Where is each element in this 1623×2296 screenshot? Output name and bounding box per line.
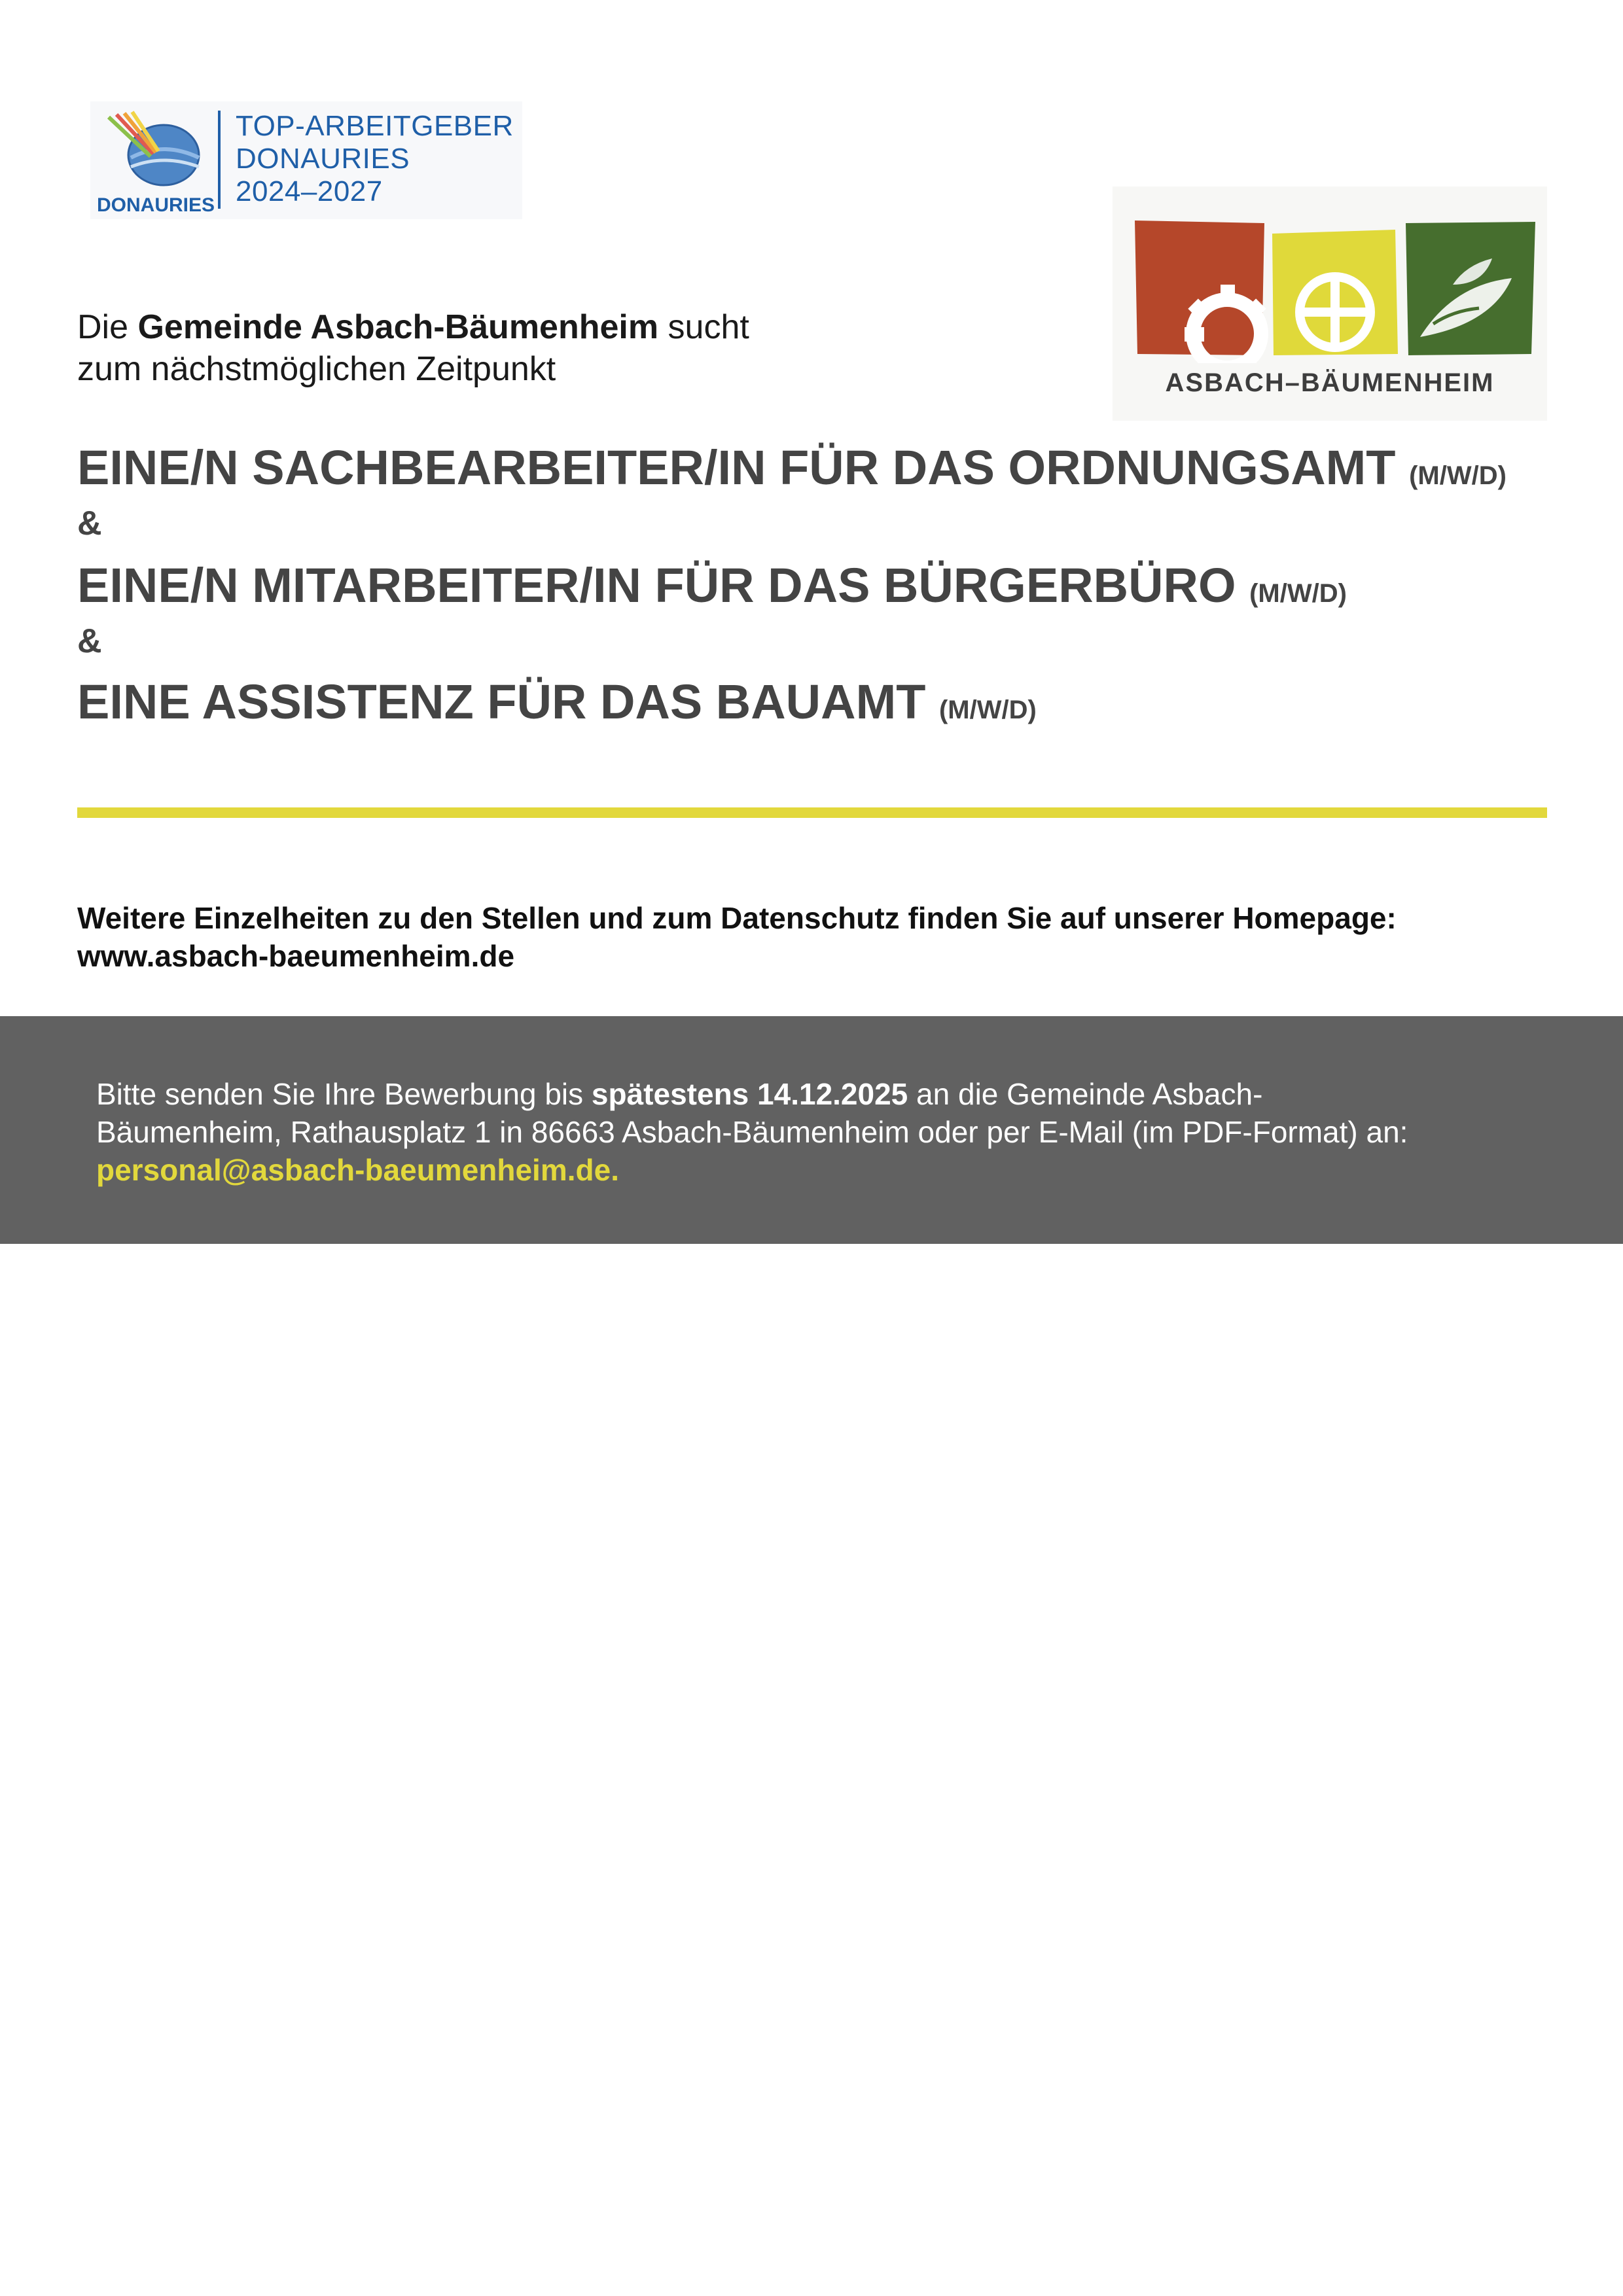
intro-prefix: Die — [77, 308, 138, 346]
details-text — [77, 899, 1397, 975]
job-title-1 — [77, 440, 1507, 495]
badge-line-3: 2024–2027 — [236, 175, 383, 207]
job-title-1-suffix: (M/W/D) — [1409, 461, 1507, 490]
intro-line-2: zum nächstmöglichen Zeitpunkt — [77, 350, 556, 388]
job-title-3-suffix: (M/W/D) — [938, 696, 1037, 724]
job-title-2-suffix: (M/W/D) — [1249, 579, 1347, 608]
ampersand-2: & — [77, 622, 102, 660]
application-line-1 — [96, 1075, 1536, 1113]
badge-line-1: TOP-ARBEITGEBER — [236, 110, 514, 142]
badge-logo-text: DONAURIES — [96, 194, 215, 216]
application-part-2: an die Gemeinde Asbach- — [908, 1077, 1263, 1111]
details-line: Weitere Einzelheiten zu den Stellen und zum Datenschutz finden Sie auf unserer Homepage: — [77, 901, 1397, 935]
intro-line-1 — [77, 306, 749, 348]
intro-text — [77, 306, 749, 390]
logo-wordmark: ASBACH–BÄUMENHEIM — [1165, 368, 1495, 397]
application-email-link[interactable]: personal@asbach-baeumenheim.de. — [96, 1153, 619, 1187]
donauries-globe-icon — [90, 101, 221, 219]
employer-name: Gemeinde Asbach-Bäumenheim — [137, 308, 659, 346]
application-text — [96, 1075, 1536, 1189]
badge-divider — [218, 111, 221, 209]
municipality-logo — [1113, 186, 1547, 421]
application-deadline: spätestens 14.12.2025 — [591, 1077, 908, 1111]
application-band — [0, 1016, 1623, 1244]
award-badge — [90, 101, 522, 219]
ampersand-1: & — [77, 504, 102, 542]
application-line-2: Bäumenheim, Rathausplatz 1 in 86663 Asbach-Bäumenheim oder per E-Mail (im PDF-Format) an: — [96, 1115, 1408, 1149]
intro-suffix: sucht — [658, 308, 749, 346]
job-title-2 — [77, 557, 1347, 613]
yellow-divider — [77, 807, 1547, 818]
municipality-emblem-icon — [1113, 186, 1547, 363]
badge-line-2: DONAURIES — [236, 143, 410, 175]
homepage-link[interactable]: www.asbach-baeumenheim.de — [77, 939, 515, 973]
application-part-1: Bitte senden Sie Ihre Bewerbung bis — [96, 1077, 592, 1111]
job-title-2-text: EINE/N MITARBEITER/IN FÜR DAS BÜRGERBÜRO — [77, 558, 1236, 612]
job-title-3-text: EINE ASSISTENZ FÜR DAS BAUAMT — [77, 675, 926, 729]
job-title-3 — [77, 674, 1037, 730]
job-title-1-text: EINE/N SACHBEARBEITER/IN FÜR DAS ORDNUNGSAMT — [77, 440, 1396, 495]
